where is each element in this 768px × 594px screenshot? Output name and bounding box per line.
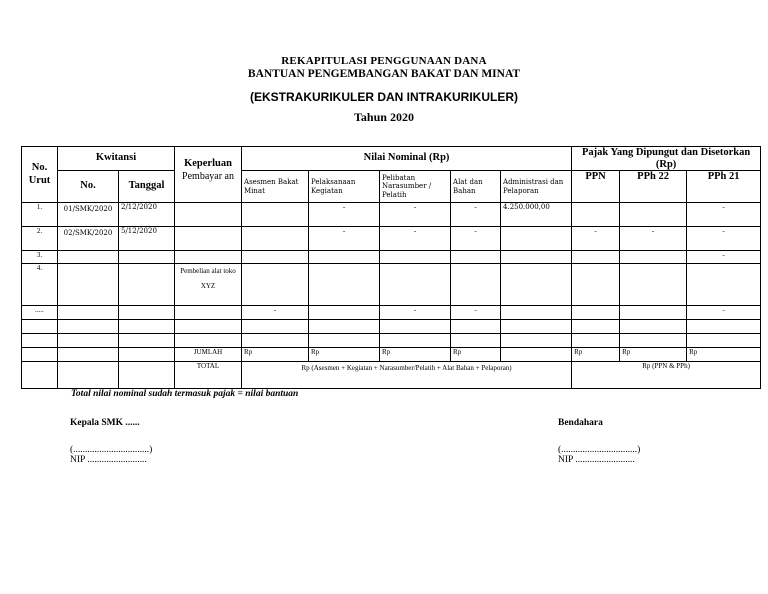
cell-kw-no [58,306,119,320]
header-kw-tanggal: Tanggal [119,171,175,203]
cell-admin: 4.250.000,00 [501,203,572,227]
header-pajak: Pajak Yang Dipungut dan Disetorkan (Rp) [572,147,761,171]
cell-admin [501,251,572,264]
cell-asesmen [242,203,309,227]
jumlah-alat: Rp [451,348,501,362]
cell-asesmen [242,227,309,251]
header-kwitansi: Kwitansi [58,147,175,171]
header-ppn: PPN [572,171,620,203]
header-pelaksanaan: Pelaksanaan Kegiatan [309,171,380,203]
cell-keperluan: Pembelian alat toko XYZ [175,264,242,306]
cell-pelibatan [380,251,451,264]
jumlah-asesmen: Rp [242,348,309,362]
total-nominal: Rp (Asesmen + Kegiatan + Narasumber/Pelatih + Alat Bahan + Pelaporan) [242,362,572,389]
header-no-urut: No. Urut [22,147,58,203]
total-pajak: Rp (PPN & PPh) [572,362,761,389]
cell-pph22 [620,306,687,320]
jumlah-pph22: Rp [620,348,687,362]
cell-no: 4. [22,264,58,306]
cell-pph21: - [687,227,761,251]
cell-pph22 [620,251,687,264]
cell-no: 1. [22,203,58,227]
jumlah-pph21: Rp [687,348,761,362]
cell-ppn [572,306,620,320]
footnote: Total nilai nominal sudah termasuk pajak = nilai bantuan [71,389,299,399]
cell-alat: - [451,306,501,320]
cell-keperluan [175,227,242,251]
cell-pelibatan: - [380,306,451,320]
header-pph21: PPh 21 [687,171,761,203]
cell-alat [451,251,501,264]
cell-no: 3. [22,251,58,264]
signature-right [558,418,640,465]
table-row [22,203,761,227]
header-alat: Alat dan Bahan [451,171,501,203]
cell-alat: - [451,203,501,227]
cell-ppn [572,203,620,227]
cell-ppn: - [572,227,620,251]
doc-title-line1: REKAPITULASI PENGGUNAAN DANA [281,55,487,67]
header-pembayaran: Pembayar an [175,171,242,203]
header-asesmen: Asesmen Bakat Minat [242,171,309,203]
signature-left-nip: NIP ......................... [70,455,147,465]
cell-pph22 [620,203,687,227]
cell-pelibatan [380,264,451,306]
cell-kw-no: 02/SMK/2020 [58,227,119,251]
jumlah-label: JUMLAH [175,348,242,362]
header-kw-no: No. [58,171,119,203]
cell-asesmen [242,264,309,306]
cell-tanggal [119,251,175,264]
total-row [22,362,761,389]
cell-kw-no: 01/SMK/2020 [58,203,119,227]
cell-pph21: - [687,251,761,264]
header-pph22: PPh 22 [620,171,687,203]
signature-right-name: (................................) [558,445,641,455]
jumlah-ppn: Rp [572,348,620,362]
cell-admin [501,306,572,320]
header-nilai-nominal: Nilai Nominal (Rp) [242,147,572,171]
signature-right-title: Bendahara [558,418,603,428]
cell-keperluan [175,203,242,227]
cell-keperluan [175,251,242,264]
doc-title-year: Tahun 2020 [354,110,414,124]
table-row [22,320,761,334]
table-row [22,334,761,348]
cell-alat [451,264,501,306]
cell-alat: - [451,227,501,251]
table-row [22,227,761,251]
header-keperluan: Keperluan [175,147,242,171]
cell-pph21: - [687,306,761,320]
cell-tanggal [119,306,175,320]
signature-left-title: Kepala SMK ...... [70,418,140,428]
jumlah-pelaksanaan: Rp [309,348,380,362]
table-row [22,306,761,320]
cell-pelaksanaan [309,264,380,306]
doc-title-line2: BANTUAN PENGEMBANGAN BAKAT DAN MINAT [247,68,521,80]
total-label: TOTAL [175,362,242,389]
cell-pph21 [687,264,761,306]
cell-tanggal: 2/12/2020 [119,203,175,227]
cell-pph22: - [620,227,687,251]
header-pelibatan: Pelibatan Narasumber / Pelatih [380,171,451,203]
cell-pelaksanaan [309,306,380,320]
table-row [22,251,761,264]
cell-admin [501,264,572,306]
cell-pelaksanaan [309,251,380,264]
cell-pelaksanaan: - [309,203,380,227]
signature-right-nip: NIP ......................... [558,455,635,465]
cell-asesmen [242,251,309,264]
cell-pelibatan: - [380,227,451,251]
signature-left [70,418,152,465]
cell-kw-no [58,264,119,306]
cell-admin [501,227,572,251]
cell-pelaksanaan: - [309,227,380,251]
recap-table [21,146,761,389]
header-administrasi: Administrasi dan Pelaporan [501,171,572,203]
cell-asesmen: - [242,306,309,320]
cell-pph21: - [687,203,761,227]
cell-no: 2. [22,227,58,251]
cell-no: ..... [22,306,58,320]
doc-title-line3: (EKSTRAKURIKULER DAN INTRAKURIKULER) [250,90,518,104]
cell-kw-no [58,251,119,264]
cell-ppn [572,264,620,306]
cell-pph22 [620,264,687,306]
jumlah-row [22,348,761,362]
table-row [22,264,761,306]
cell-tanggal [119,264,175,306]
signature-left-name: (................................) [70,445,153,455]
cell-ppn [572,251,620,264]
cell-pelibatan: - [380,203,451,227]
cell-tanggal: 5/12/2020 [119,227,175,251]
cell-keperluan [175,306,242,320]
jumlah-pelibatan: Rp [380,348,451,362]
